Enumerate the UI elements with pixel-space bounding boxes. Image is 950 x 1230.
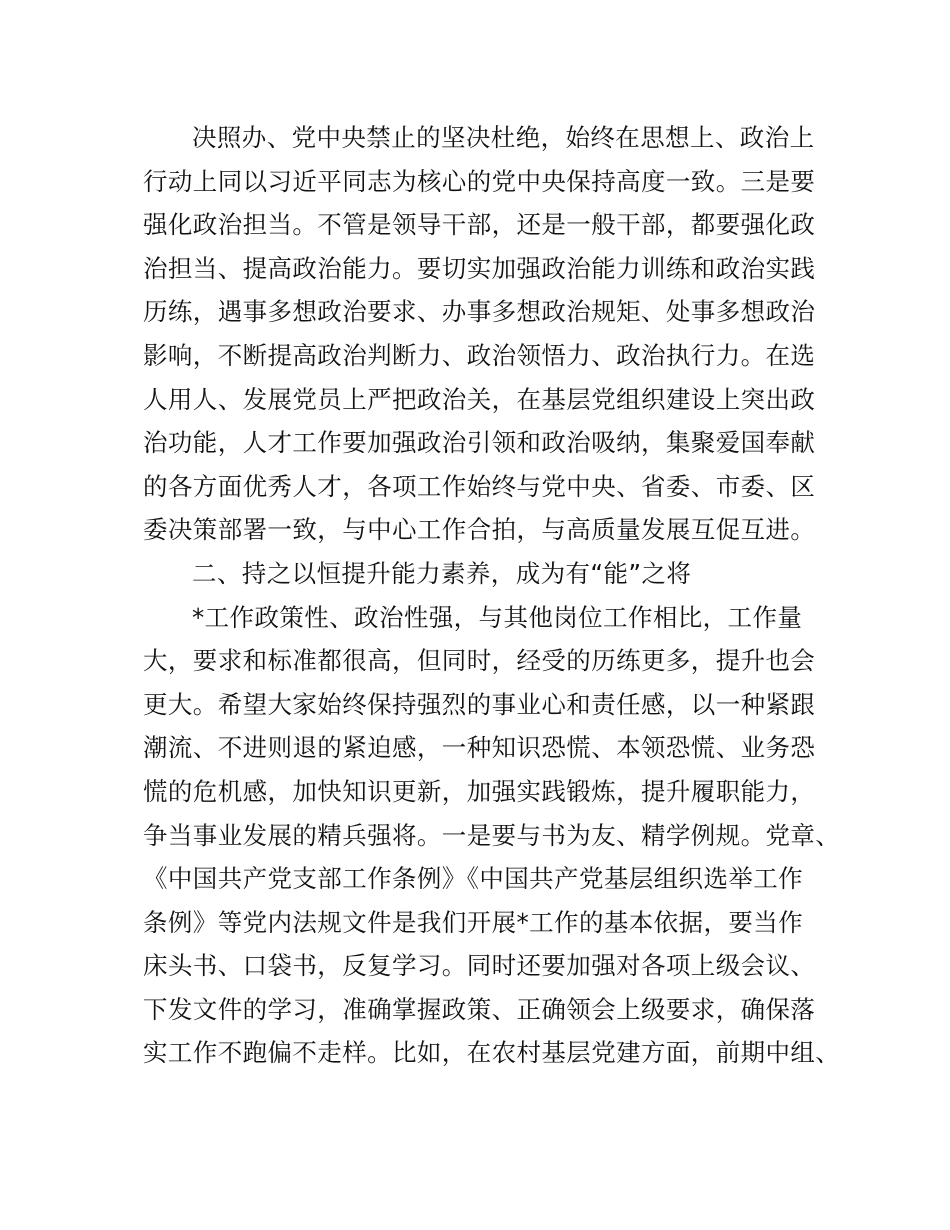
text-line: 潮流、不进则退的紧迫感，一种知识恐慌、本领恐慌、业务恐 [143, 733, 816, 763]
text-line: 决照办、党中央禁止的坚决杜绝，始终在思想上、政治上 [192, 123, 815, 152]
text-line: 行动上同以习近平同志为核心的党中央保持高度一致。三是要 [143, 166, 816, 196]
text-line: 慌的危机感，加快知识更新，加强实践锻炼，提升履职能力， [143, 776, 816, 806]
text-line: 历练，遇事多想政治要求、办事多想政治规矩、处事多想政治 [143, 297, 816, 327]
text-line: 条例》等党内法规文件是我们开展*工作的基本依据，要当作 [143, 907, 804, 937]
text-line: 人用人、发展党员上严把政治关，在基层党组织建设上突出政 [143, 384, 816, 414]
text-line: 更大。希望大家始终保持强烈的事业心和责任感，以一种紧跟 [143, 689, 816, 719]
text-line: 强化政治担当。不管是领导干部，还是一般干部，都要强化政 [143, 210, 816, 240]
section-heading: 二、持之以恒提升能力素养，成为有“能”之将 [192, 558, 692, 588]
text-line: 治功能，人才工作要加强政治引领和政治吸纳，集聚爱国奉献 [143, 428, 816, 458]
text-line: 治担当、提高政治能力。要切实加强政治能力训练和政治实践 [143, 253, 816, 283]
text-line: 下发文件的学习，准确掌握政策、正确领会上级要求，确保落 [143, 994, 816, 1024]
text-line: 大，要求和标准都很高，但同时，经受的历练更多，提升也会 [143, 646, 816, 676]
text-line: 床头书、口袋书，反复学习。同时还要加强对各项上级会议、 [143, 951, 816, 981]
text-line: 委决策部署一致，与中心工作合拍，与高质量发展互促互进。 [143, 515, 816, 545]
text-line: 实工作不跑偏不走样。比如，在农村基层党建方面，前期中组、 [143, 1038, 841, 1068]
body-text [143, 116, 841, 1075]
text-line: 影响，不断提高政治判断力、政治领悟力、政治执行力。在选 [143, 340, 816, 370]
text-line: 《中国共产党支部工作条例》《中国共产党基层组织选举工作 [143, 864, 804, 894]
text-line: 的各方面优秀人才，各项工作始终与党中央、省委、市委、区 [143, 471, 816, 501]
text-line: 争当事业发展的精兵强将。一是要与书为友、精学例规。党章、 [143, 820, 841, 850]
text-line: *工作政策性、政治性强，与其他岗位工作相比，工作量 [192, 602, 803, 632]
